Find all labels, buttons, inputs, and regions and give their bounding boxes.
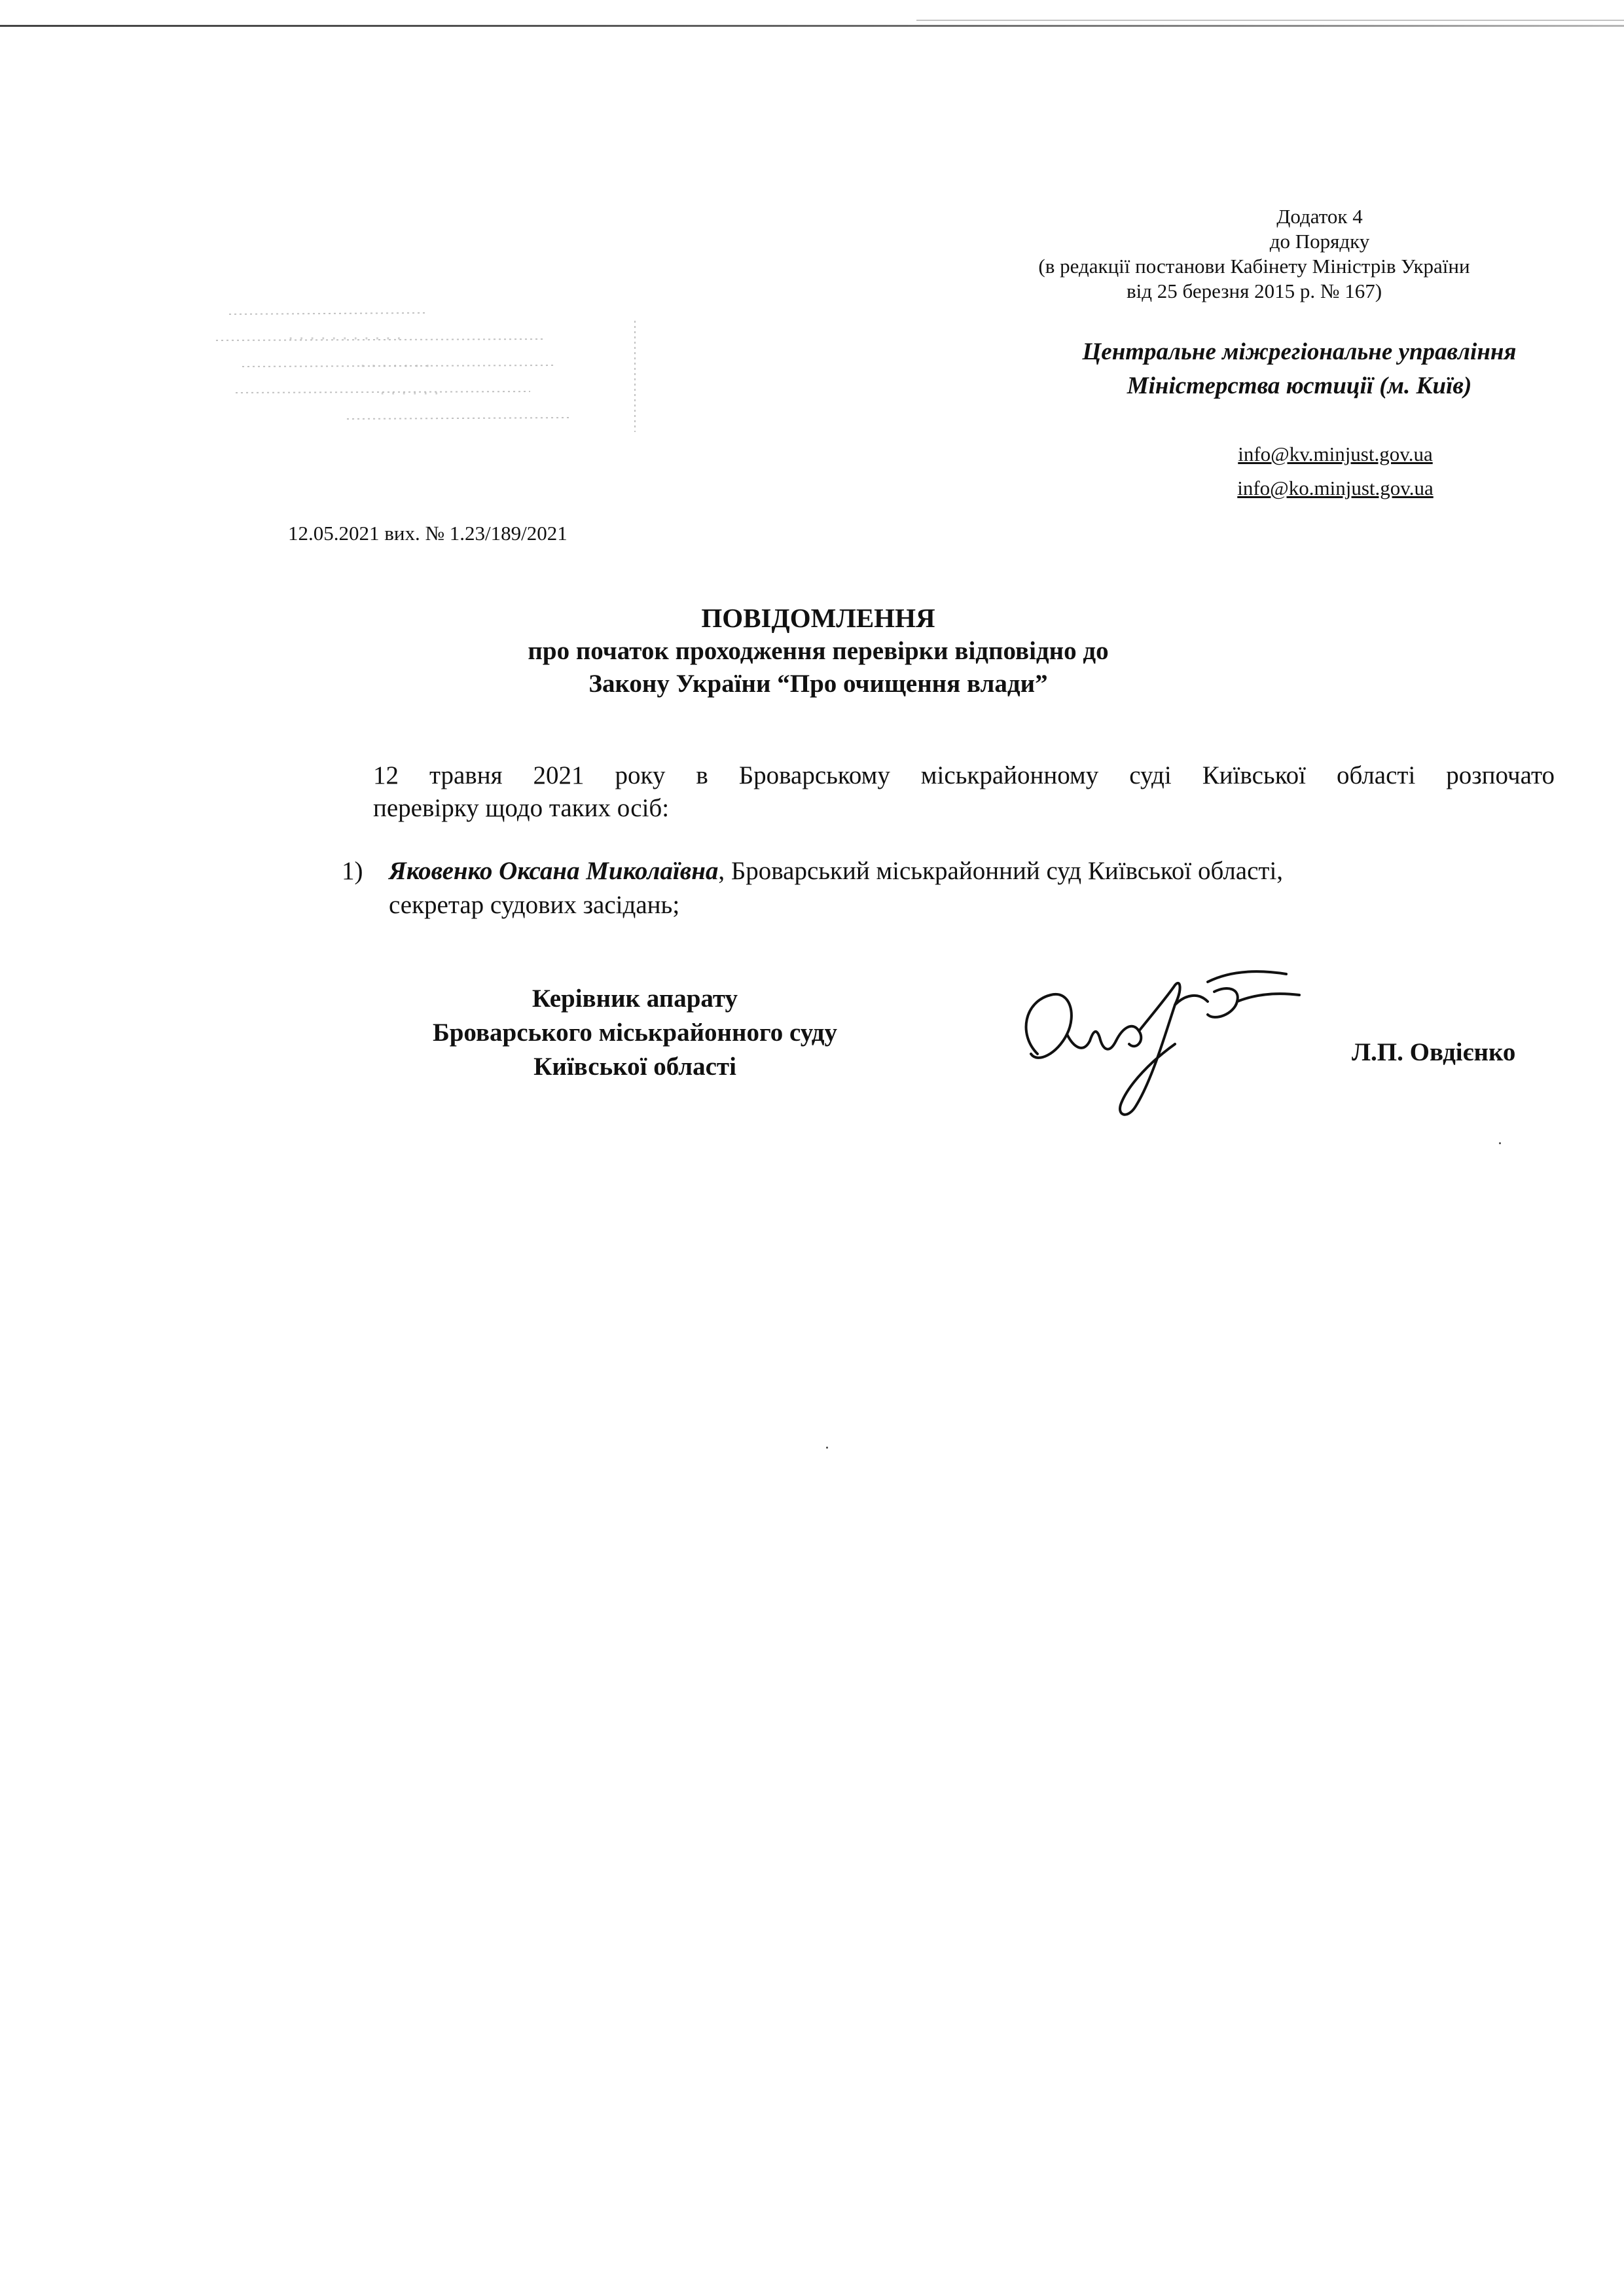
body-paragraph	[373, 759, 1555, 825]
heading-subtitle-1: про початок проходження перевірки відповідно до	[528, 637, 1109, 665]
stamp-text-3: · · · · · ·	[380, 384, 439, 404]
email-link-ko[interactable]: info@ko.minjust.gov.ua	[1237, 477, 1434, 499]
signatory-line-3: Київської області	[533, 1053, 736, 1081]
scan-speck	[1499, 1142, 1501, 1144]
stamp-text-1: · · · · · · · · · · ·	[288, 329, 402, 349]
outgoing-reference: 12.05.2021 вих. № 1.23/189/2021	[288, 522, 568, 545]
person-workplace: , Броварський міськрайонний суд Київської області,	[718, 857, 1284, 885]
annex-line-1: Додаток 4	[1276, 205, 1363, 228]
signatory-line-2: Броварського міськрайонного суду	[432, 1019, 838, 1047]
list-item-content	[389, 854, 1541, 922]
annex-reference	[960, 204, 1549, 304]
addressee-line-1: Центральне міжрегіональне управління	[1082, 338, 1517, 365]
scan-edge-line	[0, 25, 1624, 27]
annex-line-2: до Порядку	[1269, 230, 1370, 253]
scan-edge-line-secondary	[916, 20, 1624, 21]
body-line-2: перевірку щодо таких осіб:	[373, 794, 670, 822]
document-heading	[262, 601, 1375, 700]
faded-stamp-image	[216, 301, 655, 452]
stamp-text-2: · · · · · · ·	[360, 357, 431, 376]
person-name: Яковенко Оксана Миколаївна	[389, 857, 719, 885]
scan-speck	[826, 1447, 828, 1449]
email-link-kv[interactable]: info@kv.minjust.gov.ua	[1238, 443, 1433, 465]
handwritten-signature	[1011, 956, 1319, 1126]
signatory-name: Л.П. Овдієнко	[1352, 1038, 1516, 1066]
signatory-title	[380, 982, 890, 1084]
email-list	[1165, 437, 1506, 505]
addressee-block	[1041, 335, 1558, 403]
annex-line-4: від 25 березня 2015 р. № 167)	[1126, 280, 1382, 302]
person-position: секретар судових засідань;	[389, 891, 680, 919]
heading-subtitle-2: Закону України “Про очищення влади”	[588, 670, 1048, 698]
body-line-1: 12 травня 2021 року в Броварському міськрайонному суді Київської області розпочато	[373, 761, 1555, 789]
heading-title: ПОВІДОМЛЕННЯ	[701, 603, 935, 633]
annex-line-3: (в редакції постанови Кабінету Міністрів України	[1038, 255, 1470, 278]
addressee-line-2: Міністерства юстиції (м. Київ)	[1127, 372, 1472, 399]
list-item-number: 1)	[342, 857, 363, 885]
signatory-line-1: Керівник апарату	[532, 985, 738, 1013]
